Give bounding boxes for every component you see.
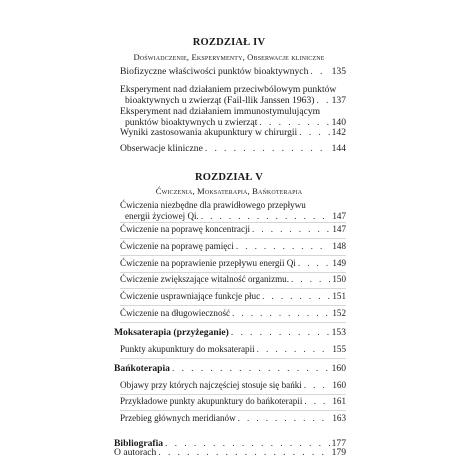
dot-leader [304,380,330,391]
toc-entry-page: 135 [331,66,346,77]
chapter-5-subheading: Ćwiczenia, Moksaterapia, Bańkoterapia [155,186,303,196]
toc-entry-title-cont: energii życiowej Qi. [125,211,199,221]
toc-entry[interactable] [120,143,346,154]
toc-entry[interactable] [120,200,346,222]
row-divider [120,255,346,256]
toc-entry-page: 160 [331,363,346,374]
dot-leader [310,66,329,77]
toc-entry[interactable] [120,308,346,319]
toc-entry-title: Biofizyczne właściwości punktów bioaktywnych [120,66,309,77]
toc-entry-title: Ćwiczenie zwiększające witalność organizmu. [120,274,290,284]
toc-entry-title: Przebieg głównych meridianów [120,413,236,423]
toc-entry-page: 147 [332,224,346,234]
toc-entry-page: 179 [331,447,346,458]
dot-leader [262,291,330,302]
dot-leader [231,327,330,338]
toc-entry-page: 147 [332,211,346,221]
toc-entry-page: 148 [332,241,346,251]
toc-entry[interactable] [120,258,346,269]
row-divider [120,238,346,239]
toc-entry-page: 161 [332,396,346,406]
dot-leader [238,413,330,424]
toc-entry-page: 153 [331,327,346,338]
row-divider [120,322,346,323]
row-divider [120,305,346,306]
row-divider [120,272,346,273]
toc-entry-page: 149 [332,258,346,268]
toc-entry-page: 177 [331,438,346,449]
toc-entry-title: Ćwiczenia niezbędne dla prawidłowego przepływu [120,200,306,210]
toc-entry[interactable] [120,274,346,285]
toc-entry[interactable] [120,224,346,235]
dot-leader [232,308,330,319]
toc-entry-page: 155 [332,344,346,354]
toc-entry-title: Punkty akupunktury do moksaterapii [120,344,255,354]
chapter-4-heading: ROZDZIAŁ IV [192,37,266,48]
toc-entry[interactable] [120,84,346,106]
toc-entry-title: Ćwiczenie na poprawę koncentracji [120,224,251,234]
toc-entry-title: Objawy przy których najczęściej stosuje się bańki [120,380,302,390]
toc-entry-title-cont: bioaktywnych u zwierząt (Fail-llik Janssen 1963) [125,95,315,106]
dot-leader [252,224,330,235]
toc-entry[interactable] [120,127,346,138]
toc-entry[interactable] [120,66,346,77]
row-divider [120,288,346,289]
toc-entry-page: 151 [332,291,346,301]
toc-section-entry[interactable] [114,327,346,338]
row-divider [120,358,346,359]
toc-entry[interactable] [120,413,346,424]
dot-leader [316,95,329,106]
dot-leader [236,241,330,252]
dot-leader [304,396,330,407]
dot-leader [291,274,330,285]
toc-backmatter-entry[interactable] [114,447,346,458]
toc-backmatter-title: Bibliografia [114,438,164,449]
toc-entry[interactable] [120,344,346,355]
toc-section-title: Moksaterapia (przyżeganie) [114,327,229,338]
dot-leader [172,363,330,374]
toc-entry-title-cont: punktów bioaktywnych u zwierząt [125,117,258,128]
toc-entry-page: 160 [332,380,346,390]
toc-entry-title: Ćwiczenie na poprawienie przepływu energii Qi [120,258,296,268]
toc-entry-title: Eksperyment nad działaniem przeciwbólowym punktów [120,84,337,95]
toc-entry[interactable] [120,241,346,252]
toc-entry[interactable] [120,380,346,391]
dot-leader [257,344,330,355]
toc-section-title: Bańkoterapia [114,363,170,374]
toc-entry-page: 163 [332,413,346,423]
toc-section-entry[interactable] [114,363,346,374]
toc-entry-title: Wyniki zastosowania akupunktury w chirurgii [120,127,298,138]
dot-leader [201,211,330,222]
toc-entry-title: Obserwacje kliniczne [120,143,203,154]
toc-entry-page: 137 [331,95,346,106]
chapter-4-subheading: Doświadczenie, Eksperymenty, Obserwacje kliniczne [133,52,325,62]
toc-entry-title: Ćwiczenie usprawniające funkcje płuc [120,291,261,301]
toc-entry-page: 140 [331,117,346,128]
dot-leader [205,143,330,154]
toc-entry-page: 150 [332,274,346,284]
toc-entry[interactable] [120,106,346,128]
toc-entry-page: 144 [331,143,346,154]
toc-entry-page: 142 [331,127,346,138]
toc-entry[interactable] [120,291,346,302]
dot-leader [299,127,329,138]
row-divider [120,410,346,411]
toc-entry-title: Eksperyment nad działaniem immunostymulującym [120,106,321,117]
toc-entry-page: 152 [332,308,346,318]
dot-leader [158,447,329,458]
toc-entry[interactable] [120,396,346,407]
toc-entry-title: Ćwiczenie na poprawę pamięci [120,241,234,251]
row-divider [120,222,346,223]
chapter-5-heading: ROZDZIAŁ V [194,172,264,183]
toc-backmatter-title: O autorach [114,447,157,458]
row-divider [120,394,346,395]
toc-entry-title: Przykładowe punkty akupunktury do bańkoterapii [120,396,303,406]
dot-leader [298,258,330,269]
toc-entry-title: Ćwiczenie na długowieczność [120,308,231,318]
